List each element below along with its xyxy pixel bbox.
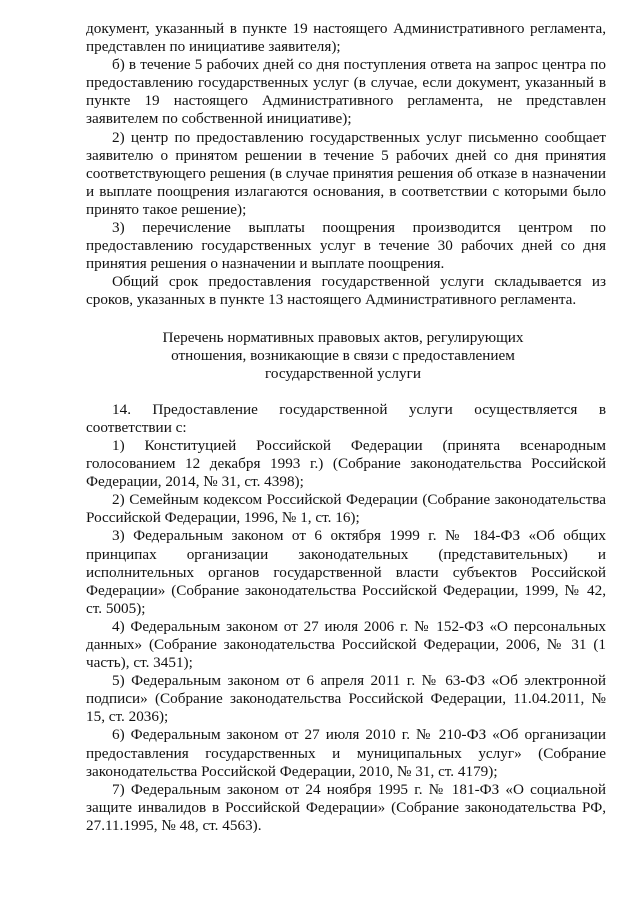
list-item: 6) Федеральным законом от 27 июля 2010 г. № 210-ФЗ «Об организации предоставления государственных и муниципальных услуг» (Собрание законодательства Российской Федерации, 2010, № 31, ст. 4179); xyxy=(86,726,606,780)
paragraph-item-b: б) в течение 5 рабочих дней со дня поступления ответа на запрос центра по предоставлению государственных услуг (в случае, если документ, указанный в пункте 19 настоящего Административного регламента, не представлен заявителем по собственной инициативе); xyxy=(86,56,606,128)
section-heading-line: отношения, возникающие в связи с предоставлением xyxy=(171,346,515,364)
paragraph-item-2: 2) центр по предоставлению государственных услуг письменно сообщает заявителю о принятом решении в течение 5 рабочих дней со дня принятия соответствующего решения (в случае принятия решения об отказе в назначении и выплате поощрения излагаются основания, в соответствии с которыми было принято такое решение); xyxy=(86,128,606,218)
paragraph-item-3: 3) перечисление выплаты поощрения производится центром по предоставлению государственных услуг в течение 30 рабочих дней со дня принятия решения о назначении и выплате поощрения. xyxy=(86,219,606,273)
section-heading xyxy=(86,329,606,383)
list-item: 2) Семейным кодексом Российской Федерации (Собрание законодательства Российской Федерации, 1996, № 1, ст. 16); xyxy=(86,491,606,527)
paragraph-continuation: документ, указанный в пункте 19 настоящего Административного регламента, представлен по инициативе заявителя); xyxy=(86,20,606,56)
list-item: 4) Федеральным законом от 27 июля 2006 г. № 152-ФЗ «О персональных данных» (Собрание законодательства Российской Федерации, 2006, № 31 (1 часть), ст. 3451); xyxy=(86,617,606,672)
list-item: 3) Федеральным законом от 6 октября 1999 г. № 184-ФЗ «Об общих принципах организации законодательных (представительных) и исполнительных органов государственной власти субъектов Российской Федерации» (Собрание законодательства Российской Федерации, 1999, № 42, ст. 5005); xyxy=(86,527,606,617)
section-heading-line: государственной услуги xyxy=(265,364,421,382)
paragraph-total-term: Общий срок предоставления государственной услуги складывается из сроков, указанных в пункте 13 настоящего Административного регламента. xyxy=(86,273,606,309)
list-item: 5) Федеральным законом от 6 апреля 2011 г. № 63-ФЗ «Об электронной подписи» (Собрание законодательства Российской Федерации, 11.04.2011, № 15, ст. 2036); xyxy=(86,672,606,726)
list-item: 7) Федеральным законом от 24 ноября 1995 г. № 181-ФЗ «О социальной защите инвалидов в Российской Федерации» (Собрание законодательства РФ, 27.11.1995, № 48, ст. 4563). xyxy=(86,780,606,834)
list-item: 1) Конституцией Российской Федерации (принята всенародным голосованием 12 декабря 1993 г.) (Собрание законодательства Российской Федерации, 2014, № 31, ст. 4398); xyxy=(86,436,606,491)
section-heading-line: Перечень нормативных правовых актов, регулирующих xyxy=(162,328,524,346)
section-14-intro: 14. Предоставление государственной услуги осуществляется в соответствии с: xyxy=(86,400,606,436)
